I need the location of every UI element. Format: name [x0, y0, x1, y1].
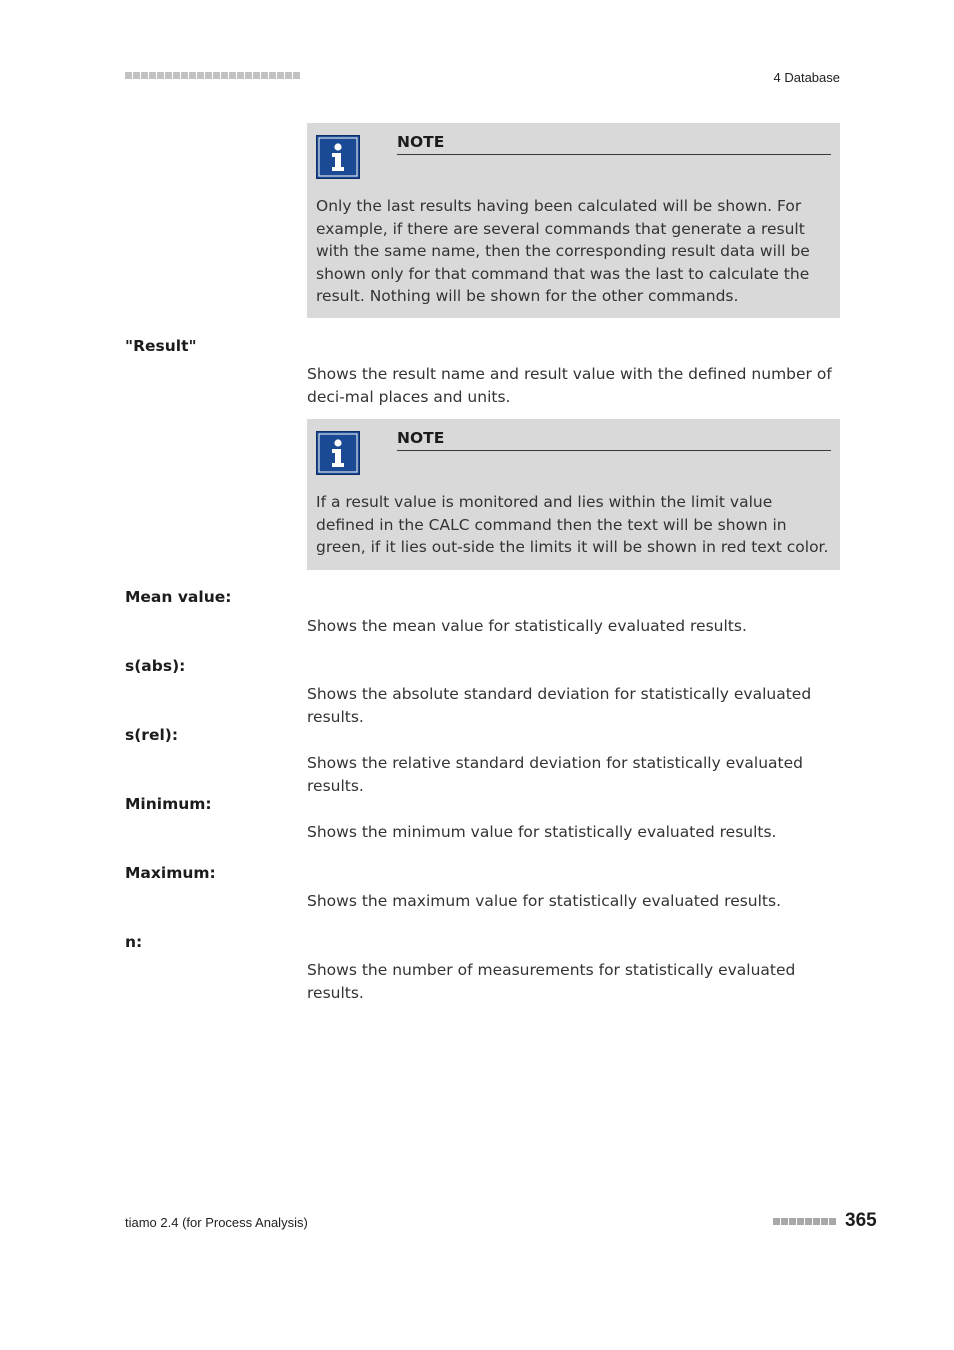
entry-label-mean-value: Mean value:	[125, 588, 232, 606]
note-box	[307, 123, 840, 318]
note-title: NOTE	[397, 132, 831, 155]
info-icon	[316, 431, 360, 475]
note-text: If a result value is monitored and lies within the limit value defined in the CALC command then the text will be shown in green, if it lies out-side the limits it will be shown in red text color.	[316, 493, 829, 556]
note-box	[307, 419, 840, 570]
entry-description-s-abs: Shows the absolute standard deviation for statistically evaluated results.	[307, 685, 812, 726]
footer-product: tiamo 2.4 (for Process Analysis)	[125, 1215, 308, 1230]
entry-label-n: n:	[125, 933, 143, 951]
entry-description-maximum: Shows the maximum value for statistically evaluated results.	[307, 892, 782, 910]
entry-description-mean-value: Shows the mean value for statistically evaluated results.	[307, 617, 747, 635]
entry-label-result: "Result"	[125, 337, 197, 355]
entry-label-s-rel: s(rel):	[125, 726, 179, 744]
entry-label-minimum: Minimum:	[125, 795, 212, 813]
footer-decoration	[773, 1218, 836, 1225]
note-title: NOTE	[397, 428, 831, 451]
header-decoration	[125, 72, 300, 79]
entry-description-result: Shows the result name and result value with the defined number of deci-mal places and units.	[307, 365, 832, 406]
page-number: 365	[845, 1210, 877, 1231]
entry-label-s-abs: s(abs):	[125, 657, 186, 675]
info-icon	[316, 135, 360, 179]
chapter-title: 4 Database	[773, 70, 840, 85]
entry-description-s-rel: Shows the relative standard deviation for statistically evaluated results.	[307, 754, 803, 795]
note-text: Only the last results having been calculated will be shown. For example, if there are several commands that generate a result with the same name, then the corresponding result data will be shown only for that command that was the last to calculate the result. Nothing will be shown for the other commands.	[316, 197, 810, 305]
entry-description-minimum: Shows the minimum value for statistically evaluated results.	[307, 823, 777, 841]
entry-description-n: Shows the number of measurements for statistically evaluated results.	[307, 961, 796, 1002]
entry-label-maximum: Maximum:	[125, 864, 216, 882]
